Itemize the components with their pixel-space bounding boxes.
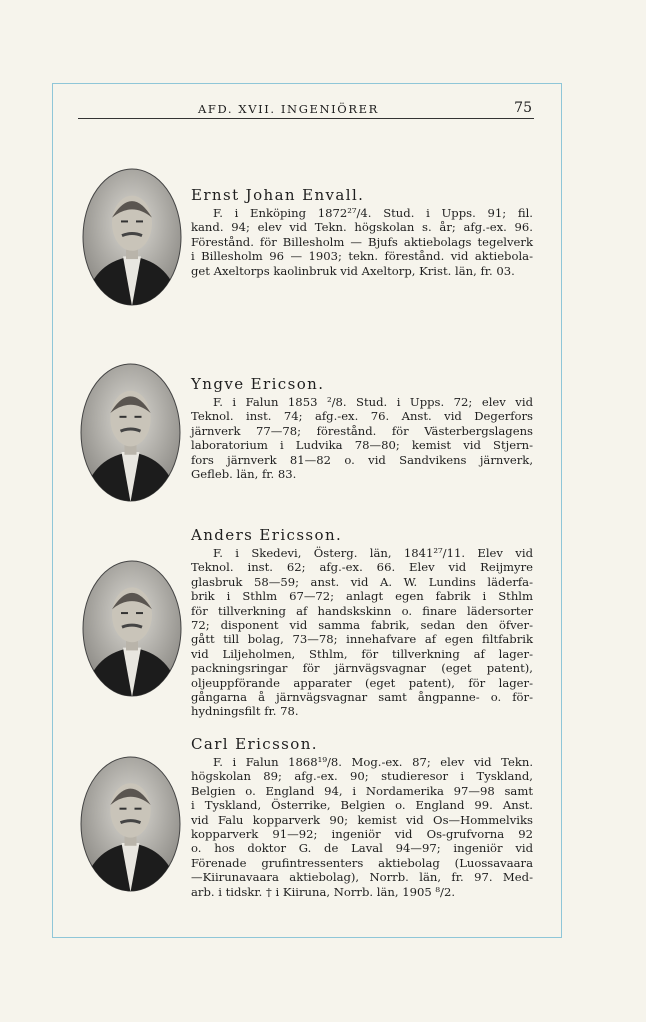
biography-line: 72; disponent vid samma fabrik, sedan den öfver-	[191, 617, 533, 632]
biography-line: för tillverkning af handskskinn o. finare lädersorter	[191, 603, 533, 618]
biography-line: get Axeltorps kaolinbruk vid Axeltorp, Krist. län, fr. 03.	[191, 263, 515, 278]
person-name: Carl Ericsson.	[191, 735, 318, 753]
biography-line: kopparverk 91—92; ingeniör vid Os-grufvorna 92	[191, 826, 533, 841]
biography-line: i Billesholm 96 — 1903; tekn. förestånd. vid aktiebola-	[191, 249, 533, 264]
biography-line: glasbruk 58—59; anst. vid A. W. Lundins läderfa-	[191, 574, 533, 589]
biography-entry	[191, 186, 533, 278]
biography-line: F. i Enköping 1872²⁷/4. Stud. i Upps. 91; fil.	[213, 206, 533, 220]
person-name: Ernst Johan Envall.	[191, 186, 365, 204]
biography-line: laboratorium i Ludvika 78—80; kemist vid Stjern-	[191, 438, 533, 453]
biography-line: o. hos doktor G. de Laval 94—97; ingeniör vid	[191, 841, 533, 856]
biography-line: Gefleb. län, fr. 83.	[191, 466, 297, 481]
biography-line: brik i Sthlm 67—72; anlagt egen fabrik i Sthlm	[191, 589, 533, 604]
biography-line: arb. i tidskr. † i Kiiruna, Norrb. län, 1905 ⁸/2.	[191, 884, 456, 899]
biography-line: hydningsfilt fr. 78.	[191, 704, 299, 719]
biography-line: Förenade grufintressenters aktiebolag (Luossavaara	[191, 855, 533, 870]
biography-line: vid Falu kopparverk 90; kemist vid Os—Hommelviks	[191, 812, 533, 827]
biography-line: Teknol. inst. 62; afg.-ex. 66. Elev vid Reijmyre	[191, 560, 533, 575]
biography-line: gångarna å järnvägsvagnar samt ångpanne- o. för-	[191, 689, 533, 704]
portrait-photo	[82, 168, 182, 306]
biography-line: oljeuppförande apparater (eget patent), för lager-	[191, 675, 533, 690]
biography-line: i Tyskland, Österrike, Belgien o. England 99. Anst.	[191, 798, 533, 813]
biography-line: järnverk 77—78; förestånd. för Västerbergslagens	[191, 423, 533, 438]
person-name: Anders Ericsson.	[191, 526, 343, 544]
biography-line: Belgien o. England 94, i Nordamerika 97—98 samt	[191, 783, 533, 798]
biography-entry	[191, 526, 533, 719]
portrait-photo	[80, 756, 181, 892]
person-name: Yngve Ericson.	[191, 375, 325, 393]
biography-entry	[191, 375, 533, 481]
running-header	[78, 100, 534, 119]
biography-line: F. i Skedevi, Österg. län, 1841²⁷/11. Elev vid	[213, 546, 533, 560]
biography-line: F. i Falun 1868¹⁹/8. Mog.-ex. 87; elev vid Tekn.	[213, 755, 533, 769]
biography-line: högskolan 89; afg.-ex. 90; studieresor i Tyskland,	[191, 769, 533, 784]
page-number: 75	[514, 100, 532, 116]
biography-line: Teknol. inst. 74; afg.-ex. 76. Anst. vid Degerfors	[191, 409, 533, 424]
biography-line: —Kiirunavaara aktiebolag), Norrb. län, fr. 97. Med-	[191, 870, 533, 885]
biography-line: packningsringar för järnvägsvagnar (eget patent),	[191, 661, 533, 676]
biography-line: fors järnverk 81—82 o. vid Sandvikens järnverk,	[191, 452, 533, 467]
biography-line: gått till bolag, 73—78; innehafvare af egen filtfabrik	[191, 632, 533, 647]
section-title: AFD. XVII. INGENIÖRER	[198, 102, 379, 116]
portrait-photo	[80, 363, 181, 502]
biography-line: F. i Falun 1853 ²/8. Stud. i Upps. 72; elev vid	[213, 395, 533, 409]
biography-line: kand. 94; elev vid Tekn. högskolan s. år; afg.-ex. 96.	[191, 220, 533, 235]
biography-line: Förestånd. för Billesholm — Bjufs aktiebolags tegelverk	[191, 234, 533, 249]
biography-entry	[191, 735, 533, 899]
biography-line: vid Liljeholmen, Sthlm, för tillverkning af lager-	[191, 646, 533, 661]
portrait-photo	[82, 560, 182, 697]
